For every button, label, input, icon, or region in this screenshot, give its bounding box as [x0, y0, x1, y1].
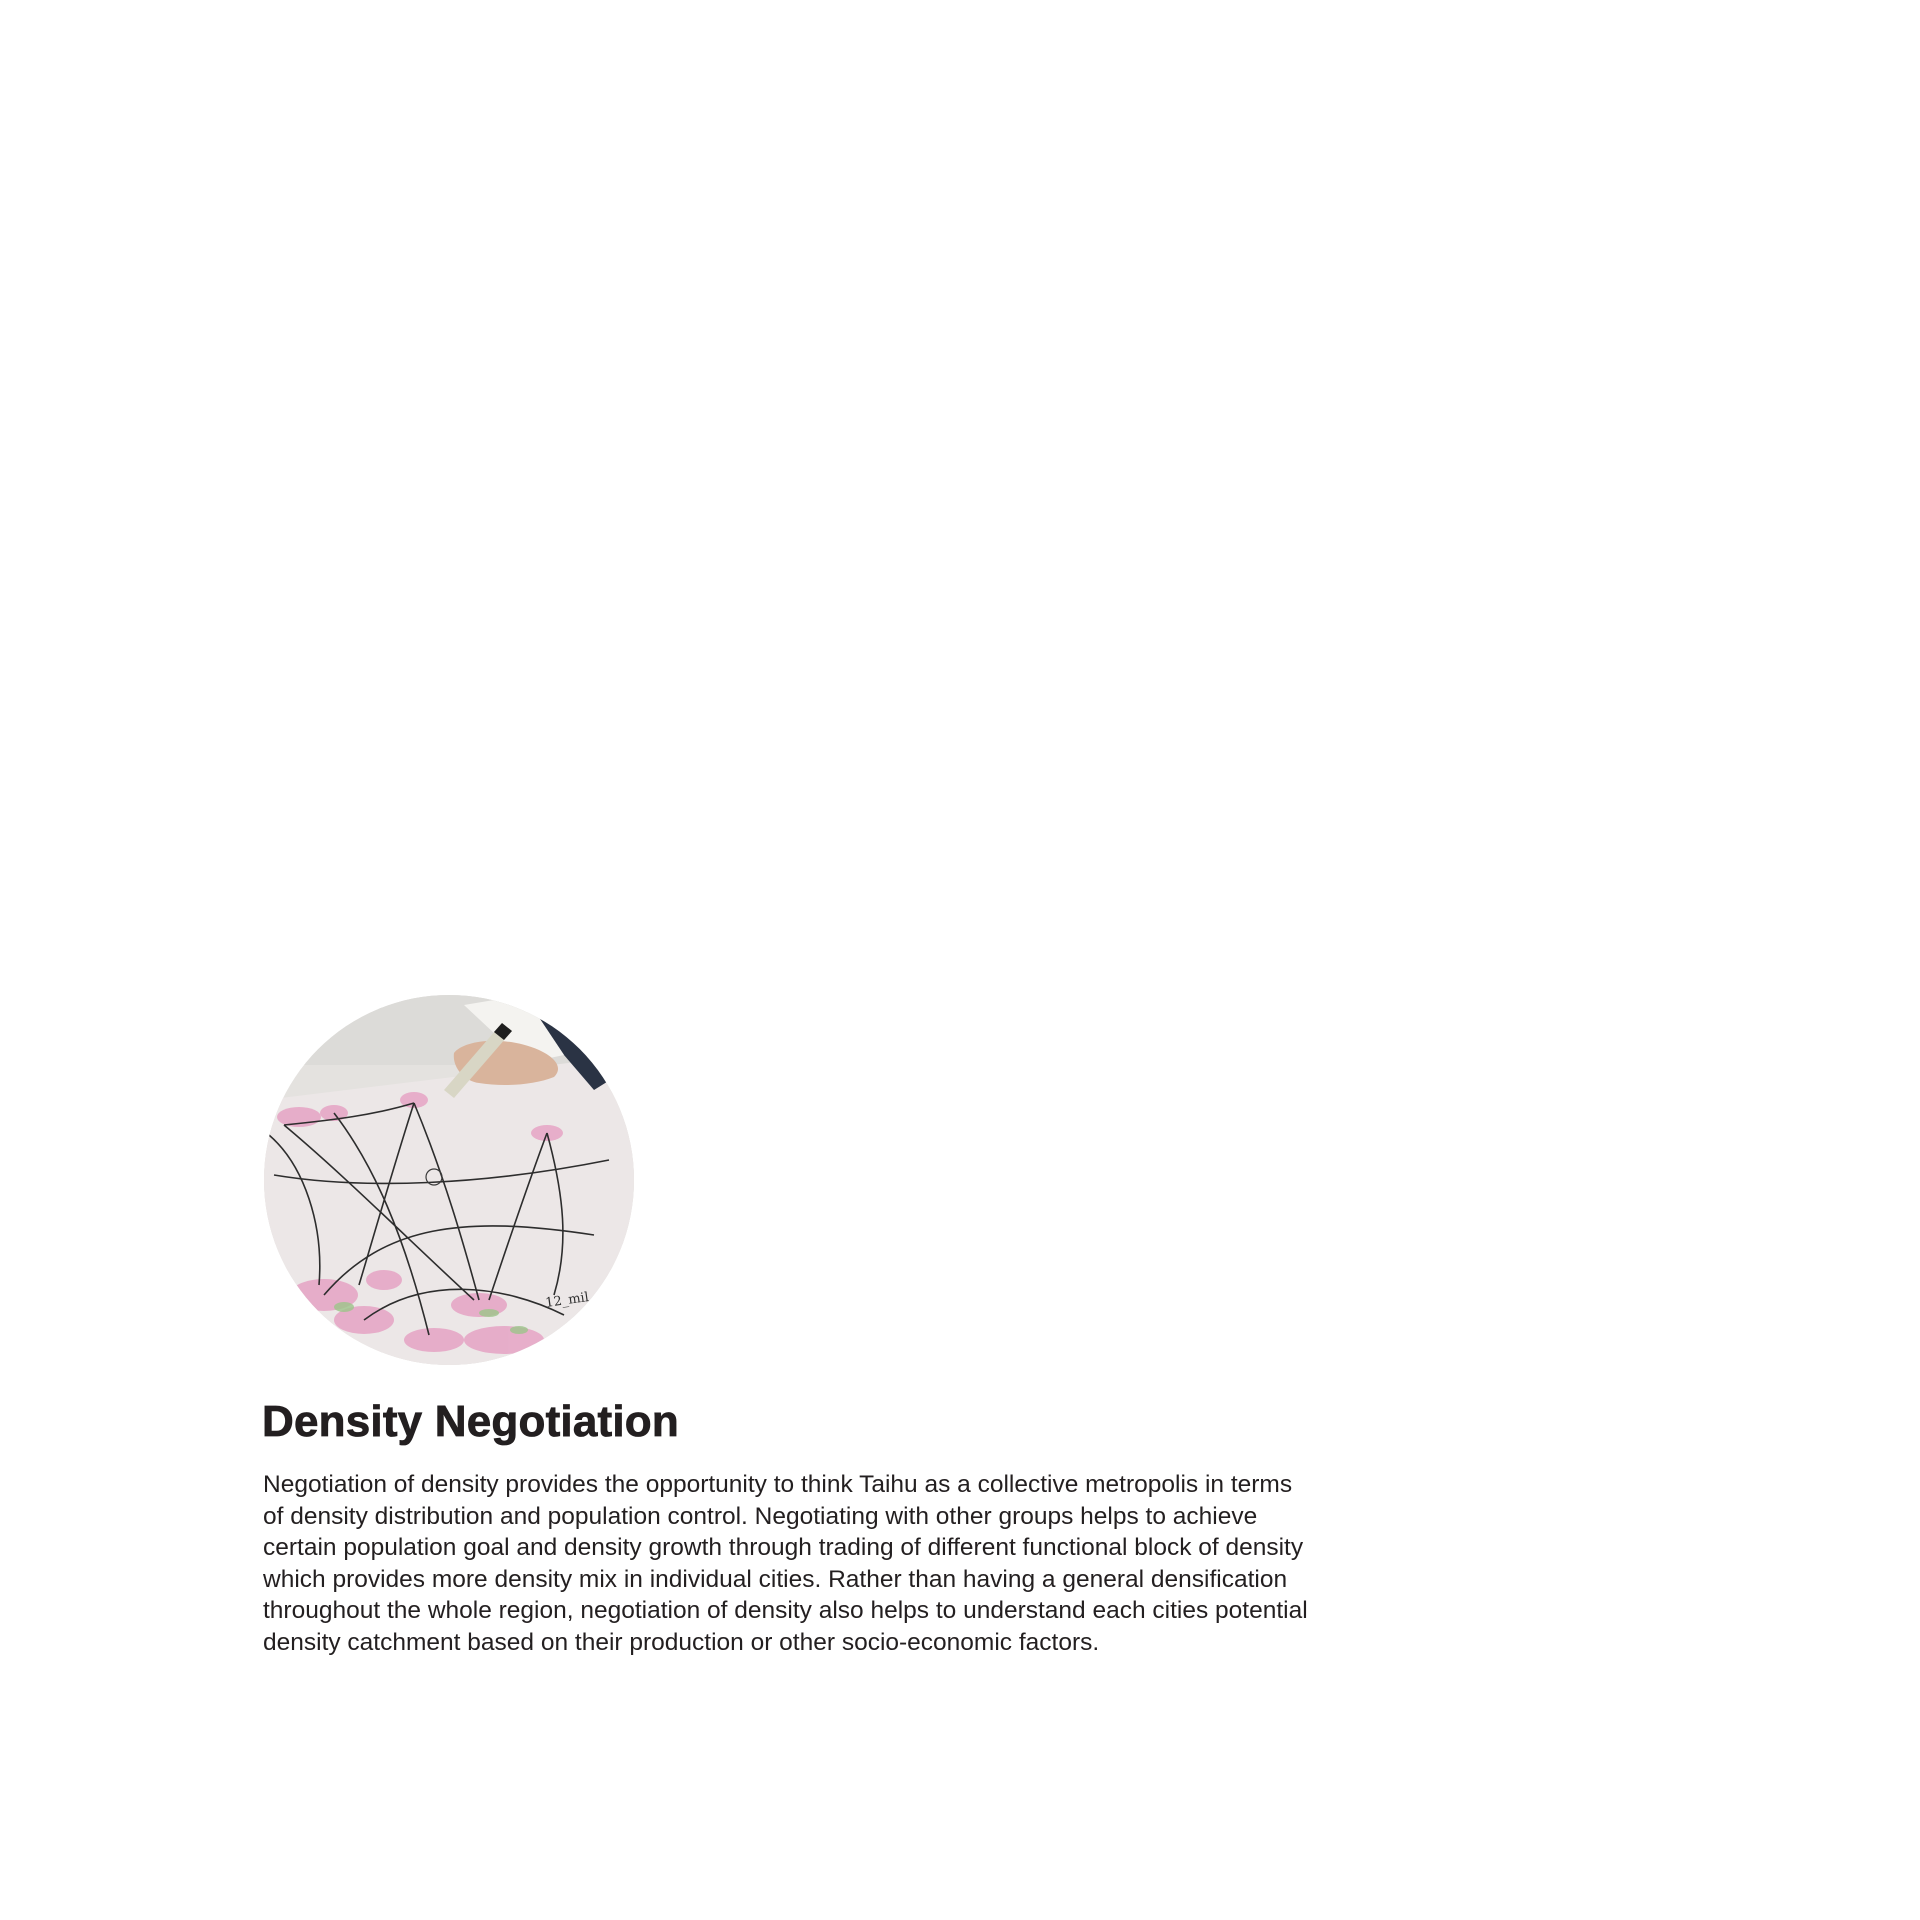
paragraph-line: density catchment based on their production or other socio-economic factors. — [263, 1628, 1100, 1656]
paragraph-line: Negotiation of density provides the opportunity to think Taihu as a collective metropolis in terms — [263, 1471, 1293, 1498]
paragraph-line: throughout the whole region, negotiation of density also helps to understand each cities potential — [263, 1597, 1308, 1624]
section-title: Density Negotiation — [262, 1397, 679, 1446]
workshop-photo-illustration — [264, 995, 634, 1365]
paragraph-line: certain population goal and density growth through trading of different functional block of density — [263, 1534, 1304, 1561]
workshop-photo — [264, 995, 634, 1365]
paragraph-line: of density distribution and population control. Negotiating with other groups helps to achieve — [263, 1502, 1258, 1530]
section-paragraph — [263, 1469, 1393, 1658]
paragraph-line: which provides more density mix in individual cities. Rather than having a general densification — [263, 1565, 1288, 1593]
map-annotation: 12_mil — [544, 1290, 590, 1311]
